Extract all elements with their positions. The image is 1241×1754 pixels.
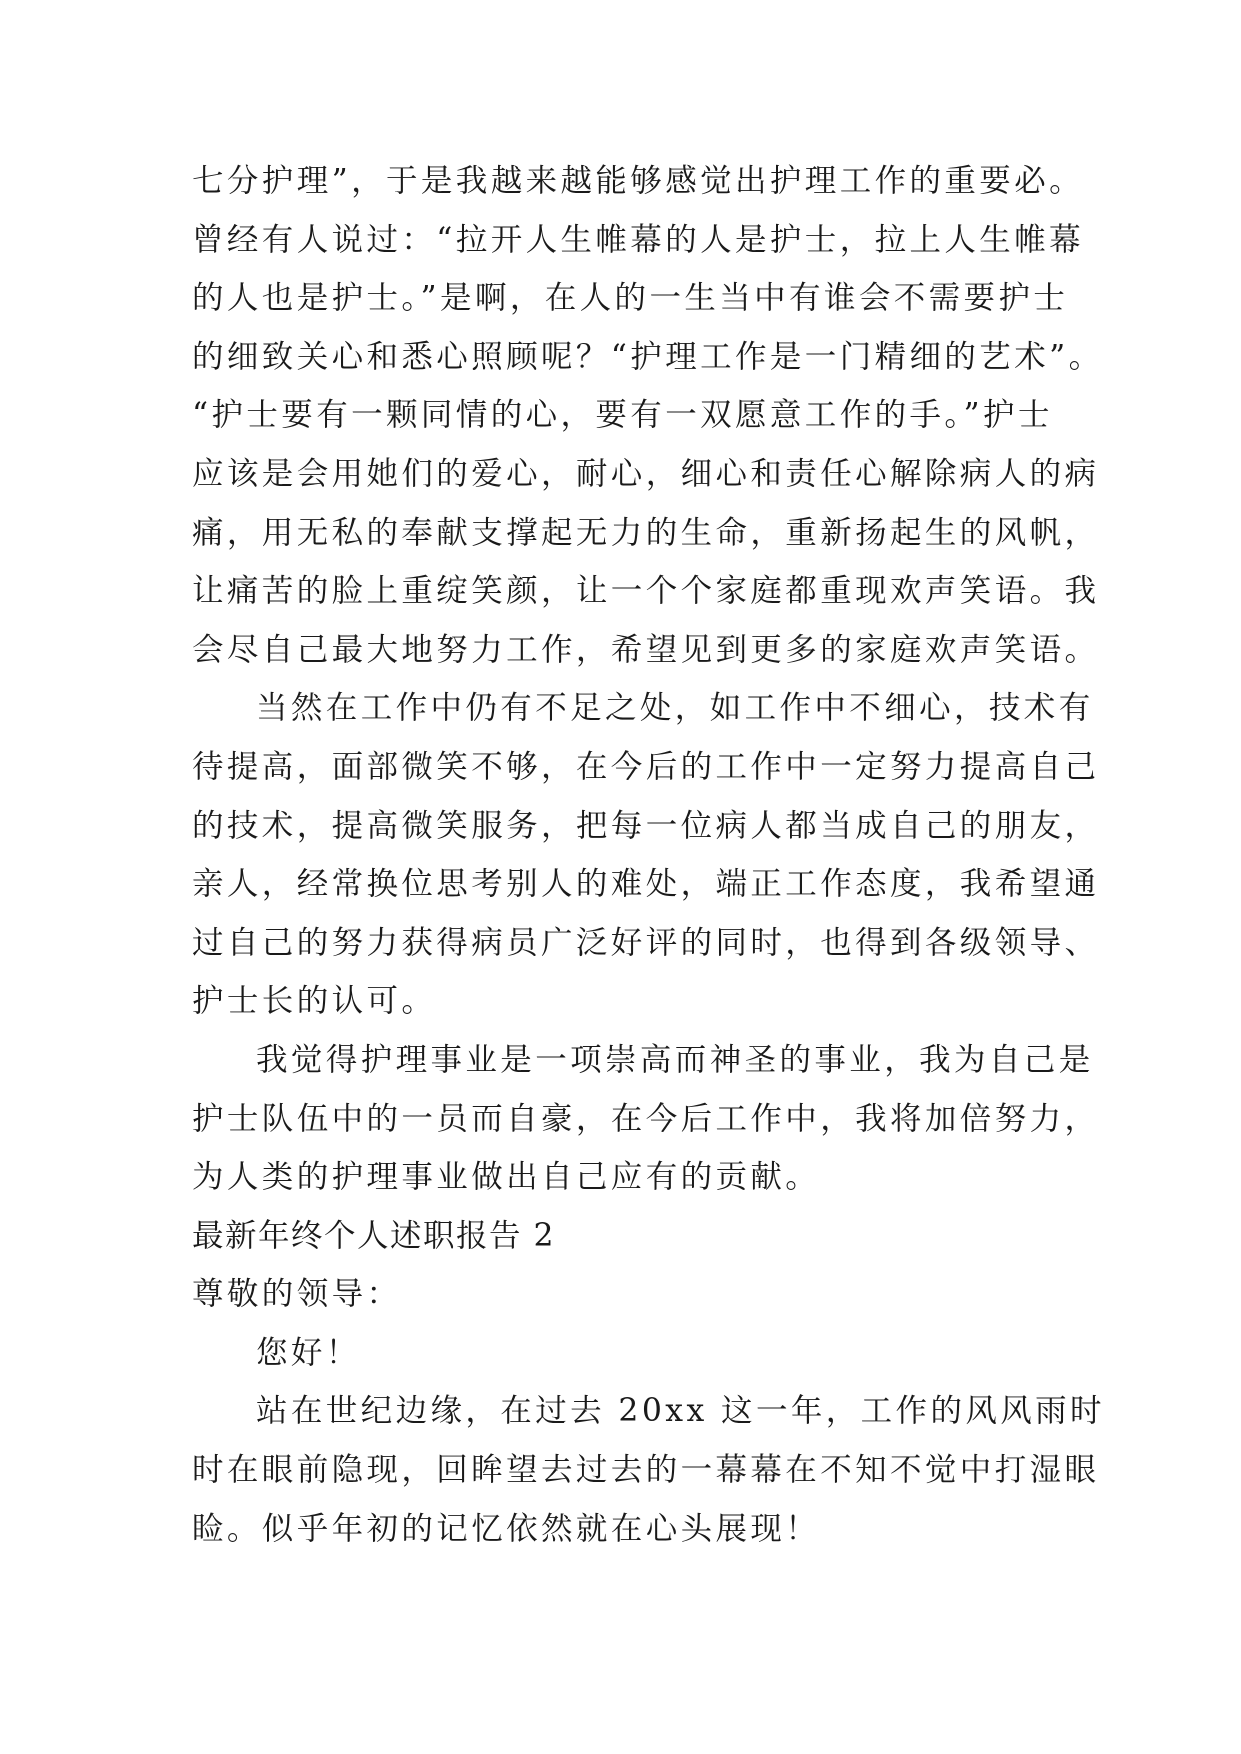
paragraph-first-line: 我觉得护理事业是一项崇高而神圣的事业，我为自己是 [256, 1041, 1094, 1078]
text-line: 睑。似乎年初的记忆依然就在心头展现！ [192, 1510, 821, 1547]
text-line: 应该是会用她们的爱心，耐心，细心和责任心解除病人的病 [192, 455, 1100, 492]
text-line: 时在眼前隐现，回眸望去过去的一幕幕在不知不觉中打湿眼 [192, 1452, 1100, 1489]
paragraph-first-line: 站在世纪边缘，在过去 20xx 这一年，工作的风风雨时 [256, 1393, 1105, 1430]
text-line: 的人也是护士。”是啊，在人的一生当中有谁会不需要护士 [192, 280, 1069, 317]
text-line: 曾经有人说过：“拉开人生帷幕的人是护士，拉上人生帷幕 [192, 221, 1085, 258]
document-body [192, 152, 1105, 1558]
greeting: 您好！ [256, 1334, 361, 1371]
text-line: 让痛苦的脸上重绽笑颜，让一个个家庭都重现欢声笑语。我 [192, 573, 1100, 610]
text-line: 的技术，提高微笑服务，把每一位病人都当成自己的朋友， [192, 807, 1100, 844]
text-line: 为人类的护理事业做出自己应有的贡献。 [192, 1159, 821, 1196]
text-line: 过自己的努力获得病员广泛好评的同时，也得到各级领导、 [192, 924, 1100, 961]
text-line: 亲人，经常换位思考别人的难处，端正工作态度，我希望通 [192, 866, 1100, 903]
paragraph-first-line: 当然在工作中仍有不足之处，如工作中不细心，技术有 [256, 690, 1094, 727]
text-line: 七分护理”，于是我越来越能够感觉出护理工作的重要必。 [192, 163, 1085, 199]
section-title: 最新年终个人述职报告 2 [192, 1217, 556, 1254]
text-line: 护士队伍中的一员而自豪，在今后工作中，我将加倍努力， [192, 1100, 1100, 1137]
text-line: “护士要有一颗同情的心，要有一双愿意工作的手。”护士 [192, 397, 1053, 434]
text-line: 护士长的认可。 [192, 983, 437, 1020]
salutation: 尊敬的领导： [192, 1276, 402, 1313]
text-line: 的细致关心和悉心照顾呢？“护理工作是一门精细的艺术”。 [192, 338, 1104, 375]
text-line: 会尽自己最大地努力工作，希望见到更多的家庭欢声笑语。 [192, 631, 1100, 668]
text-line: 待提高，面部微笑不够，在今后的工作中一定努力提高自己 [192, 748, 1100, 785]
text-line: 痛，用无私的奉献支撑起无力的生命，重新扬起生的风帆， [192, 514, 1100, 551]
